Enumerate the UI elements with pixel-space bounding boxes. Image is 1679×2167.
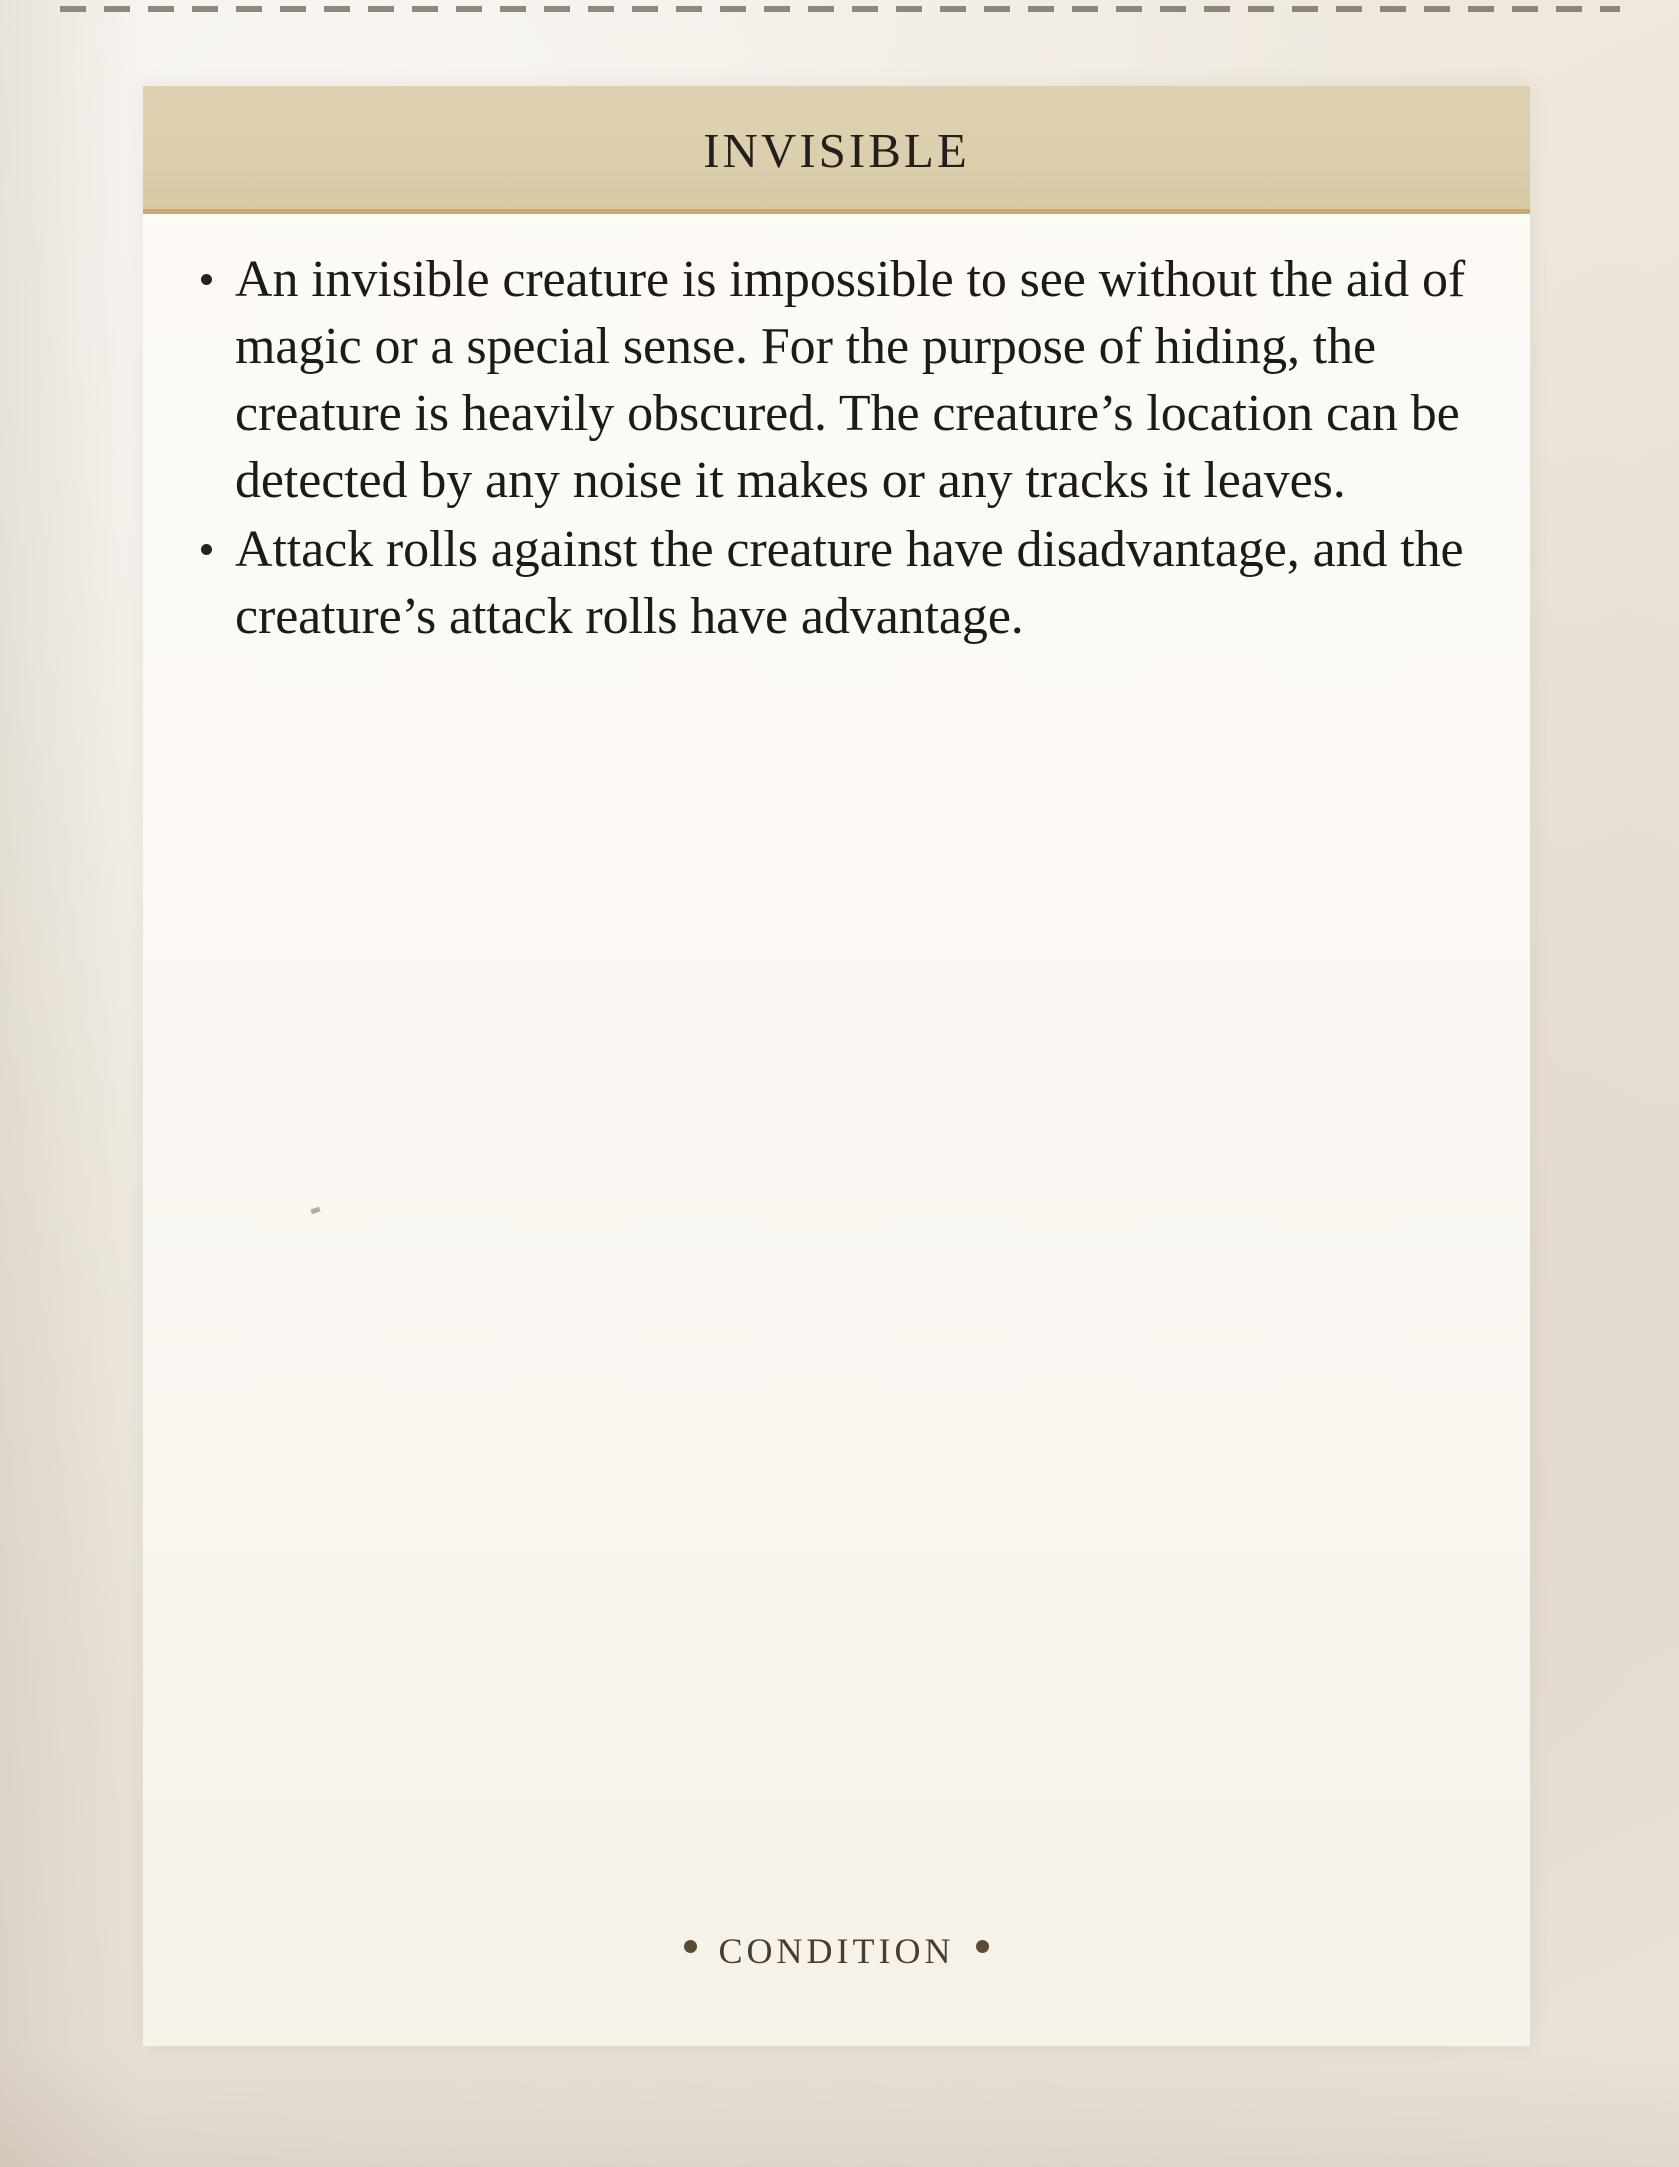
- footer-right-dot-icon: [976, 1940, 989, 1953]
- left-edge-shading: [0, 0, 143, 2167]
- perforation-strip: [60, 6, 1620, 12]
- list-item-text: An invisible creature is impossible to see without the aid of magic or a special sense. For the purpose of hiding, the creature is heavily obscured. The creature’s location can be detected by any noise it makes or any tracks it leaves.: [235, 251, 1466, 510]
- list-item: [163, 516, 1484, 650]
- list-item-text: Attack rolls against the creature have disadvantage, and the creature’s attack rolls have advantage.: [235, 521, 1464, 646]
- bullet-icon: [201, 544, 212, 555]
- card-body: [143, 246, 1530, 652]
- card-title-band: [143, 86, 1530, 214]
- bottom-edge-shading: [0, 2047, 1679, 2167]
- card-footer: [143, 1917, 1530, 1976]
- card-panel: [143, 86, 1530, 2046]
- card-title: invisible: [703, 105, 970, 183]
- list-item: [163, 246, 1484, 514]
- card-category-label: condition: [718, 1918, 955, 1975]
- bullet-icon: [201, 274, 212, 285]
- footer-left-dot-icon: [684, 1940, 697, 1953]
- rules-list: [163, 246, 1484, 650]
- paper-speck: [310, 1207, 320, 1215]
